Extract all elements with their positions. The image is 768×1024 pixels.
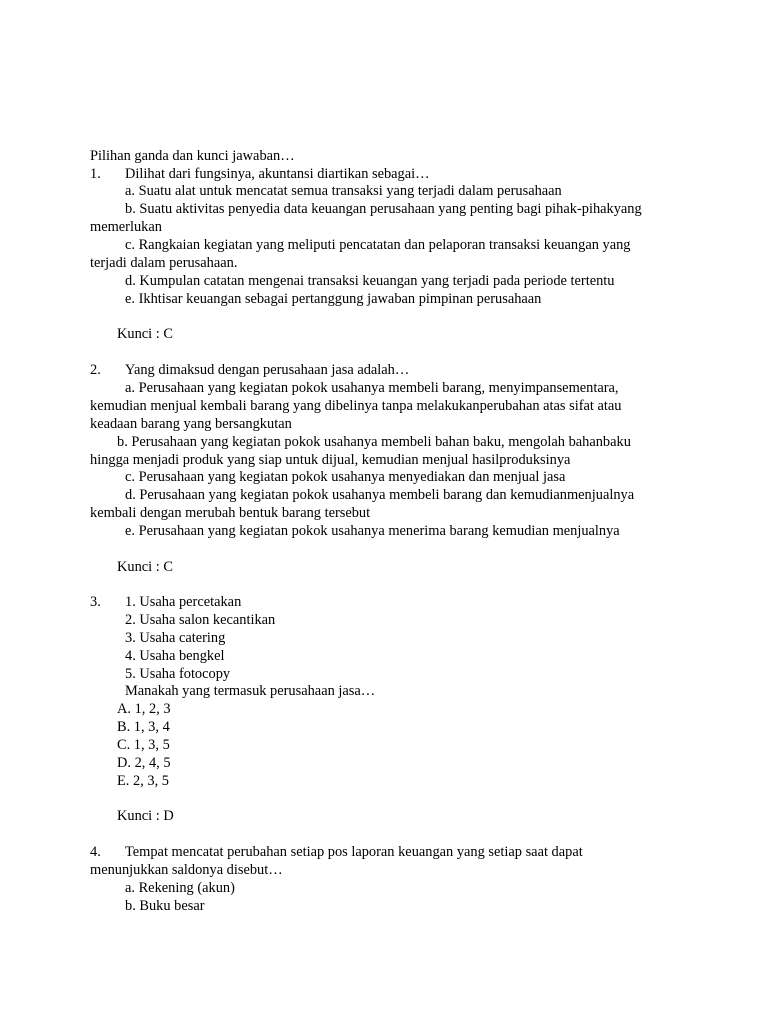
q2-option-d-line2: kembali dengan merubah bentuk barang tersebut bbox=[90, 505, 371, 521]
q1-option-a: a. Suatu alat untuk mencatat semua transaksi yang terjadi dalam perusahaan bbox=[125, 183, 562, 199]
q4-text-line1: Tempat mencatat perubahan setiap pos laporan keuangan yang setiap saat dapat bbox=[125, 844, 583, 860]
q3-question: Manakah yang termasuk perusahaan jasa… bbox=[125, 683, 376, 699]
q3-option-c: C. 1, 3, 5 bbox=[117, 737, 170, 753]
q2-number: 2. bbox=[90, 362, 101, 378]
q2-text: Yang dimaksud dengan perusahaan jasa adalah… bbox=[125, 362, 410, 378]
q2-option-a-line1: a. Perusahaan yang kegiatan pokok usahanya membeli barang, menyimpansementara, bbox=[125, 380, 619, 396]
q4-option-b: b. Buku besar bbox=[125, 898, 205, 914]
q2-option-b-line2: hingga menjadi produk yang siap untuk dijual, kemudian menjual hasilproduksinya bbox=[90, 452, 571, 468]
q2-option-c: c. Perusahaan yang kegiatan pokok usahanya menyediakan dan menjual jasa bbox=[125, 469, 566, 485]
document-title: Pilihan ganda dan kunci jawaban… bbox=[90, 148, 295, 164]
q1-option-b-line2: memerlukan bbox=[90, 219, 162, 235]
q2-option-a-line3: keadaan barang yang bersangkutan bbox=[90, 416, 292, 432]
q3-option-d: D. 2, 4, 5 bbox=[117, 755, 171, 771]
q3-item-5: 5. Usaha fotocopy bbox=[125, 666, 231, 682]
q4-text-line2: menunjukkan saldonya disebut… bbox=[90, 862, 283, 878]
q4-number: 4. bbox=[90, 844, 101, 860]
q3-item-2: 2. Usaha salon kecantikan bbox=[125, 612, 276, 628]
q2-answer-key: Kunci : C bbox=[117, 559, 173, 575]
q1-option-c-line2: terjadi dalam perusahaan. bbox=[90, 255, 238, 271]
q1-option-c-line1: c. Rangkaian kegiatan yang meliputi pencatatan dan pelaporan transaksi keuangan yang bbox=[125, 237, 631, 253]
q2-option-e: e. Perusahaan yang kegiatan pokok usahanya menerima barang kemudian menjualnya bbox=[125, 523, 620, 539]
q2-option-b-line1: b. Perusahaan yang kegiatan pokok usahanya membeli bahan baku, mengolah bahanbaku bbox=[117, 434, 631, 450]
q3-option-a: A. 1, 2, 3 bbox=[117, 701, 171, 717]
q2-option-d-line1: d. Perusahaan yang kegiatan pokok usahanya membeli barang dan kemudianmenjualnya bbox=[125, 487, 635, 503]
q3-item-3: 3. Usaha catering bbox=[125, 630, 226, 646]
q3-number: 3. bbox=[90, 594, 101, 610]
q3-option-e: E. 2, 3, 5 bbox=[117, 773, 169, 789]
q1-option-e: e. Ikhtisar keuangan sebagai pertanggung jawaban pimpinan perusahaan bbox=[125, 291, 542, 307]
q1-option-d: d. Kumpulan catatan mengenai transaksi keuangan yang terjadi pada periode tertentu bbox=[125, 273, 615, 289]
q2-option-a-line2: kemudian menjual kembali barang yang dibelinya tanpa melakukanperubahan atas sifat atau bbox=[90, 398, 622, 414]
q1-number: 1. bbox=[90, 166, 101, 182]
q3-answer-key: Kunci : D bbox=[117, 808, 174, 824]
q1-option-b-line1: b. Suatu aktivitas penyedia data keuangan perusahaan yang penting bagi pihak-pihakyang bbox=[125, 201, 642, 217]
q3-option-b: B. 1, 3, 4 bbox=[117, 719, 170, 735]
q3-item-1: 1. Usaha percetakan bbox=[125, 594, 242, 610]
q1-answer-key: Kunci : C bbox=[117, 326, 173, 342]
q4-option-a: a. Rekening (akun) bbox=[125, 880, 235, 896]
q3-item-4: 4. Usaha bengkel bbox=[125, 648, 225, 664]
q1-text: Dilihat dari fungsinya, akuntansi diartikan sebagai… bbox=[125, 166, 430, 182]
